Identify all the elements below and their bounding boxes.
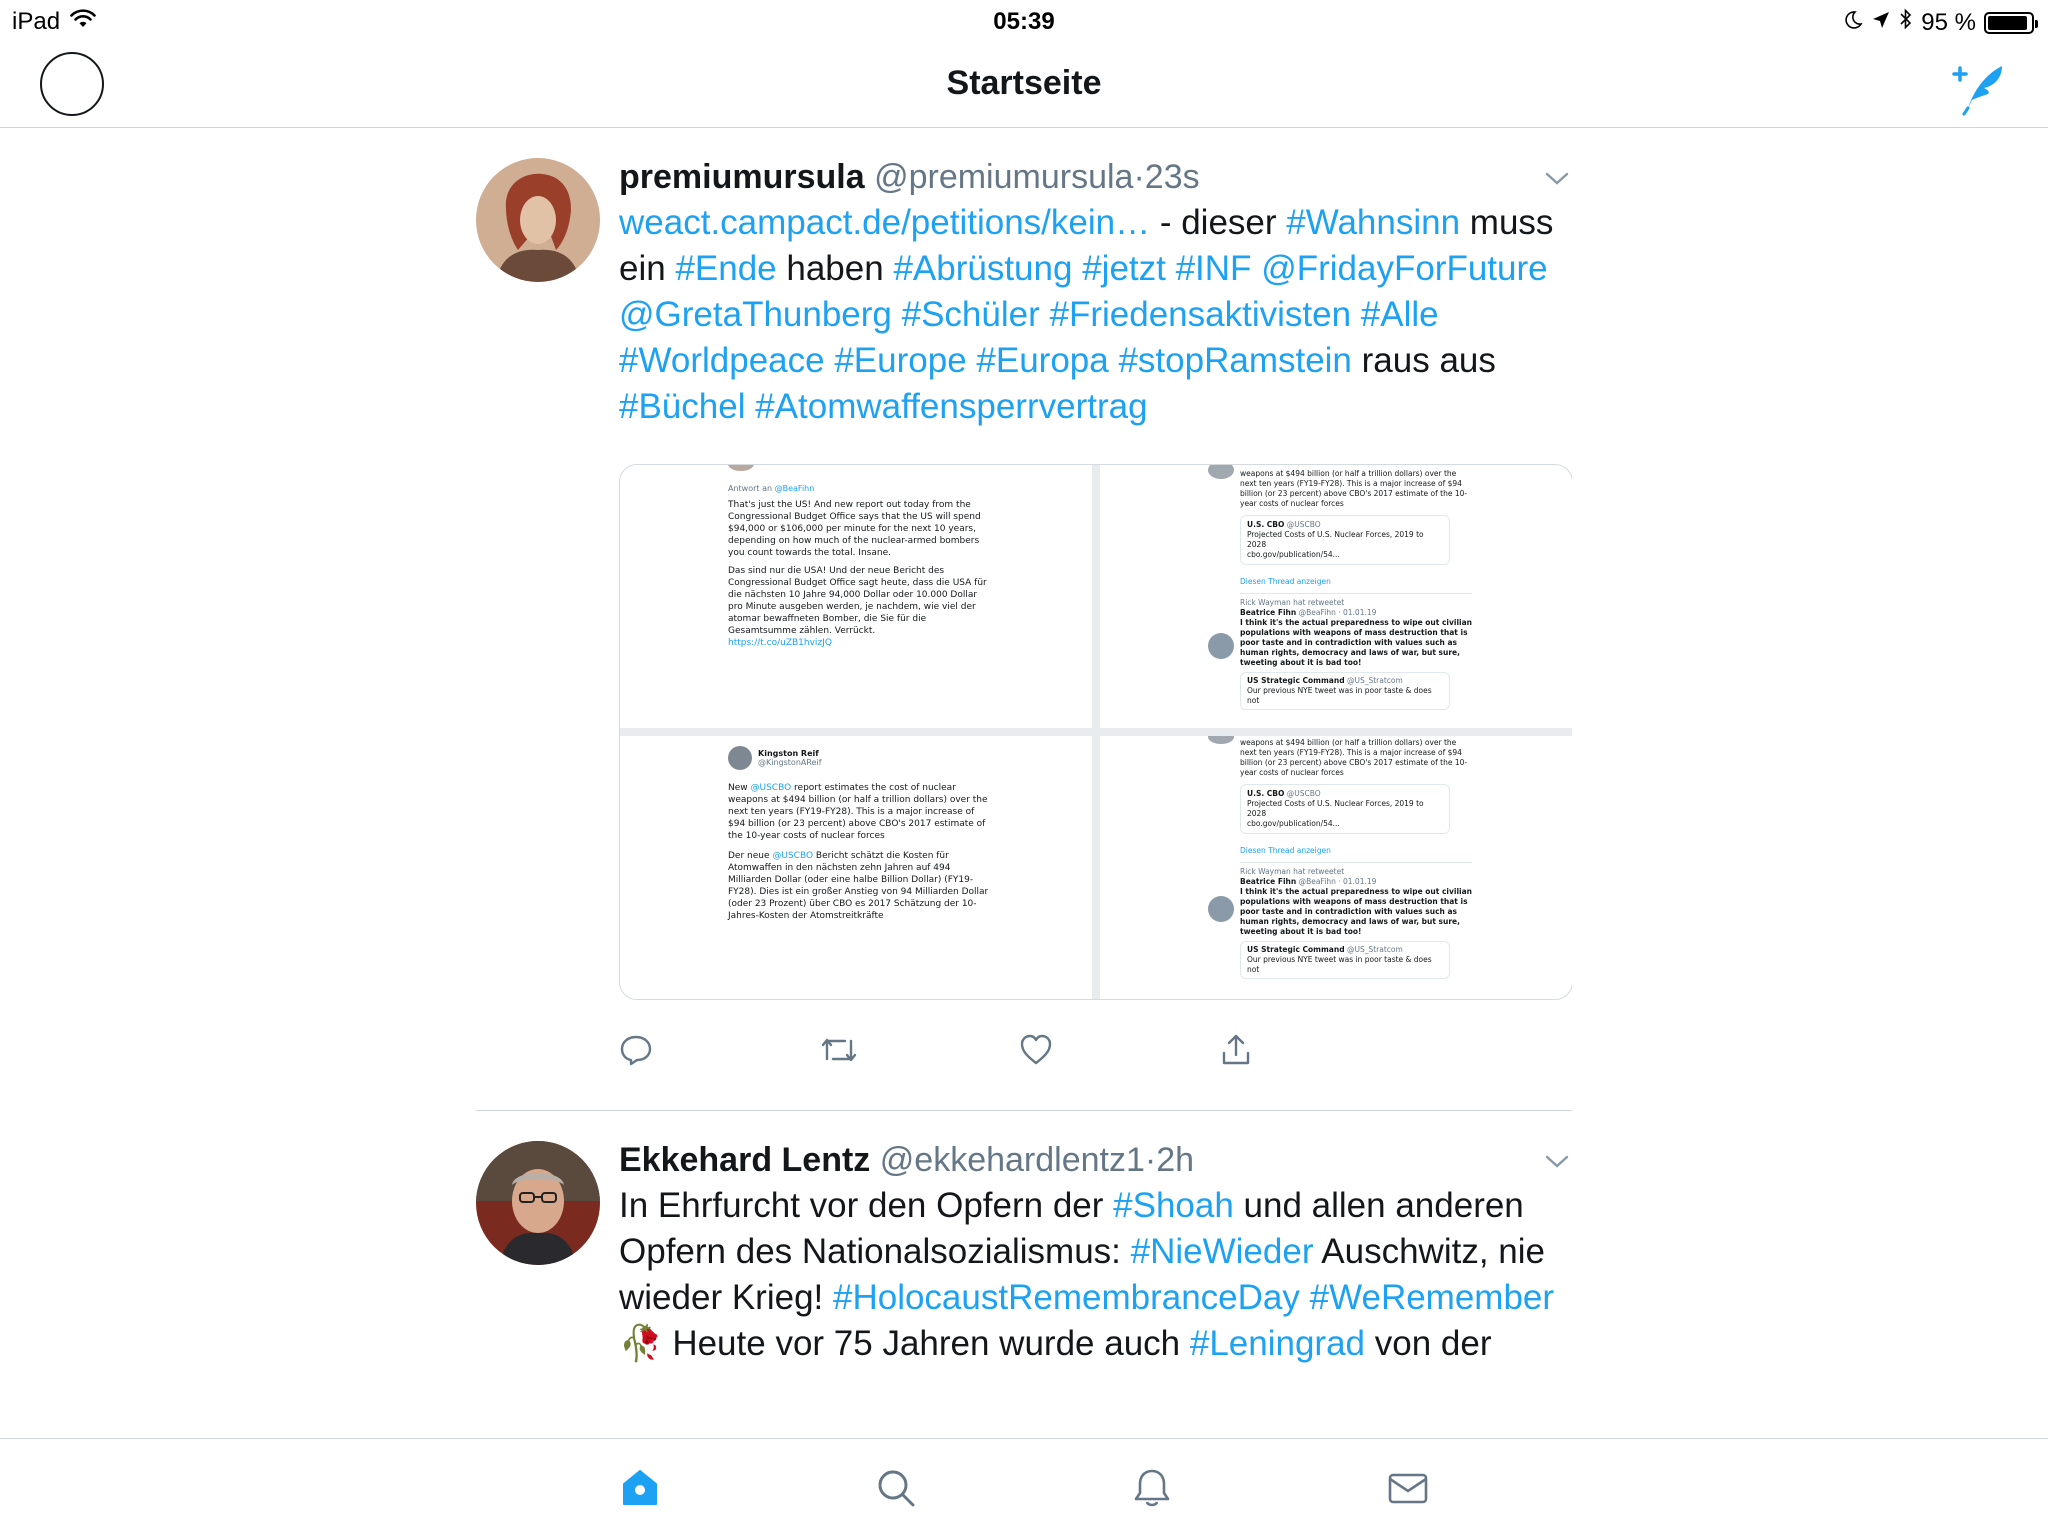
- tweet-actions: [619, 1018, 1571, 1082]
- media-reply-label: Antwort an @BeaFihn: [728, 484, 815, 493]
- tweet-text-segment: 🥀: [619, 1324, 663, 1363]
- heart-icon: [1019, 1033, 1053, 1067]
- tweet-text-segment: [1166, 249, 1176, 288]
- tweet-link[interactable]: @FridayForFuture: [1261, 249, 1548, 288]
- tweet-text-segment: von der: [1365, 1324, 1492, 1363]
- status-bar-right: [1843, 8, 2034, 37]
- avatar[interactable]: [476, 158, 600, 282]
- media-avatar: [1208, 465, 1234, 479]
- tweet-timestamp: 2h: [1156, 1141, 1195, 1179]
- tweet-link[interactable]: #Abrüstung: [893, 249, 1073, 288]
- media-text-de: Das sind nur die USA! Und der neue Bericht des Congressional Budget Office sagt heute, dass die USA für die nächsten 10 Jahre 94,000 Dollar oder 10.000 Dollar pro Minute ausgeben werden, je nachdem, wie viel der atomar bewaffneten Bomber, die Sie für die Gesamtsumme zählen. Verrückt.: [728, 566, 987, 636]
- chevron-down-icon[interactable]: [1543, 1147, 1571, 1175]
- media-avatar: [1208, 896, 1234, 922]
- media-link: https://t.co/uZB1hvizJQ: [728, 638, 832, 648]
- media-image-3[interactable]: [620, 736, 1092, 999]
- battery-percent: 95 %: [1921, 8, 1976, 36]
- media-text-en: New @USCBO report estimates the cost of nuclear weapons at $494 billion (or half a trillion dollars) over the next ten years (FY19-FY28). This is a major increase of $94 billion (or 23 percent) above CBO's 2017 estimate of the 10-year costs of nuclear forces: [728, 783, 988, 841]
- media-text-de: Der neue @USCBO Bericht schätzt die Kosten für Atomwaffen in den nächsten zehn Jahren auf 494 Milliarden Dollar (oder eine halbe Billion Dollar) (FY19-FY28). Dies ist ein großer Anstieg von 94 Milliarden Dollar (oder 23 Prozent) über CBO es 2017 Schätzung der 10-Jahres-Kosten der Atomstreitkräfte: [728, 851, 989, 921]
- compose-feather-icon: [1948, 56, 2008, 116]
- tweet-text-segment: [1040, 295, 1050, 334]
- tweet-text-segment: Heute vor 75 Jahren wurde auch: [662, 1324, 1190, 1363]
- tweet-author-handle[interactable]: @ekkehardlentz1: [879, 1141, 1145, 1179]
- tweet-author-name[interactable]: premiumursula: [619, 158, 865, 196]
- tweet-media-grid[interactable]: [619, 464, 1572, 1000]
- status-time: 05:39: [993, 8, 1055, 35]
- tweet-header: [619, 156, 1571, 198]
- tweet-link[interactable]: #NieWieder: [1130, 1232, 1314, 1271]
- tweet-link[interactable]: #Europa: [976, 341, 1109, 380]
- bluetooth-icon: [1899, 8, 1913, 37]
- tweet-body: [619, 156, 1571, 1082]
- tweet[interactable]: [476, 1110, 1572, 1367]
- tweet-text-segment: muss ein: [619, 203, 1554, 288]
- tweet-text-segment: Auschwitz, nie wieder Krieg!: [619, 1232, 1545, 1317]
- tweet-author-handle[interactable]: @premiumursula: [874, 158, 1134, 196]
- media-quote-card: US Strategic Command @US_Stratcom Our previous NYE tweet was in poor taste & does not: [1240, 941, 1450, 979]
- tweet-link[interactable]: weact.campact.de/petitions/kein…: [619, 203, 1151, 242]
- retweet-icon: [819, 1033, 859, 1067]
- tweet-text: [619, 1183, 1571, 1367]
- tweet-text-segment: [745, 387, 755, 426]
- tweet-link[interactable]: #Wahnsinn: [1286, 203, 1461, 242]
- device-label: iPad: [12, 8, 61, 35]
- tweet-link[interactable]: #Friedensaktivisten: [1049, 295, 1352, 334]
- tweet-text-segment: - dieser: [1150, 203, 1287, 242]
- tweet-text: [619, 200, 1571, 430]
- tweet-link[interactable]: #Schüler: [901, 295, 1040, 334]
- media-image-1[interactable]: [620, 465, 1092, 728]
- media-avatar: [728, 746, 752, 770]
- media-link-card: U.S. CBO @USCBO Projected Costs of U.S. Nuclear Forces, 2019 to 2028 cbo.gov/publication/54...: [1240, 515, 1450, 565]
- tweet-text-segment: [967, 341, 977, 380]
- tweet-text-segment: [1300, 1278, 1310, 1317]
- tweet-separator: ·: [1133, 158, 1145, 196]
- tab-search[interactable]: [768, 1439, 1024, 1537]
- tab-notifications[interactable]: [1024, 1439, 1280, 1537]
- media-avatar: [1208, 736, 1234, 744]
- like-button[interactable]: [1019, 1030, 1219, 1070]
- tweet-link[interactable]: #HolocaustRemembranceDay: [832, 1278, 1300, 1317]
- bell-icon: [1130, 1466, 1174, 1510]
- media-link-card: U.S. CBO @USCBO Projected Costs of U.S. Nuclear Forces, 2019 to 2028 cbo.gov/publication/54...: [1240, 784, 1450, 834]
- tweet-timestamp: 23s: [1144, 158, 1200, 196]
- tweet-link[interactable]: #Shoah: [1113, 1186, 1234, 1225]
- timeline-feed[interactable]: [476, 128, 1572, 1438]
- reply-icon: [619, 1033, 653, 1067]
- tweet-text-segment: [892, 295, 902, 334]
- compose-tweet-button[interactable]: [1948, 56, 2008, 116]
- tweet-text-segment: [1072, 249, 1082, 288]
- tweet-link[interactable]: #INF: [1175, 249, 1252, 288]
- share-icon: [1219, 1033, 1253, 1067]
- tab-bar: [0, 1438, 2048, 1536]
- media-avatar: [728, 465, 754, 471]
- media-retweet-label: Rick Wayman hat retweetet: [1240, 593, 1472, 608]
- retweet-button[interactable]: [819, 1030, 1019, 1070]
- tweet-link[interactable]: #Leningrad: [1189, 1324, 1366, 1363]
- tweet-link[interactable]: #Alle: [1360, 295, 1439, 334]
- reply-button[interactable]: [619, 1030, 819, 1070]
- tweet-link[interactable]: #WeRemember: [1309, 1278, 1555, 1317]
- avatar[interactable]: [476, 1141, 600, 1265]
- media-text-en: weapons at $494 billion (or half a trillion dollars) over the next ten years (FY19-FY28). This is a major increase of $94 billion (or 23 percent) above CBO's 2017 estimate of the 10-year costs of nuclear forces: [1240, 469, 1468, 508]
- tweet-text-segment: raus aus: [1351, 341, 1496, 380]
- media-quote-card: US Strategic Command @US_Stratcom Our previous NYE tweet was in poor taste & does not: [1240, 672, 1450, 710]
- chevron-down-icon[interactable]: [1543, 164, 1571, 192]
- location-arrow-icon: [1871, 9, 1891, 37]
- battery-icon: [1984, 12, 2034, 34]
- home-icon: [618, 1466, 662, 1510]
- tweet-text-segment: [1109, 341, 1119, 380]
- tab-home[interactable]: [512, 1439, 768, 1537]
- page-title: Startseite: [946, 64, 1102, 102]
- mail-icon: [1386, 1466, 1430, 1510]
- tweet-text-segment: In Ehrfurcht vor den Opfern der: [619, 1186, 1114, 1225]
- tweet-text-segment: [825, 341, 835, 380]
- media-text-2: I think it's the actual preparedness to wipe out civilian populations with weapons of mass destruction that is poor taste and in contradiction with values such as human rights, democracy and laws of war, but sure, tweeting about it is bad too!: [1240, 618, 1472, 667]
- tweet-author-name[interactable]: Ekkehard Lentz: [619, 1141, 871, 1179]
- tweet-separator: ·: [1144, 1141, 1157, 1179]
- tweet-link[interactable]: #Büchel: [619, 387, 746, 426]
- media-image-4[interactable]: weapons at $494 billion (or half a trillion dollars) over the next ten years (FY19-FY28). This is a major increase of $94 billion (or 23 percent) above CBO's 2017 estimate of the 10-year costs of nuclear forces U.S. CBO @USCBO Projected Costs of U.S. Nuclear Forces, 2019 to 2028 cbo.gov/publication/54... Diesen Thread anzeigen Rick Wayman hat retweetet Beatrice Fihn @BeaFihn · 01.01.19 I think it's the actual preparedness to wipe out civilian populations with weapons of mass destruction that is poor taste and in contradiction with values such as human rights, democracy and laws of war, but sure, tweeting about it is bad too! US Strategic Command @US_Stratcom Our previous NYE tweet was in poor taste & does not: [1100, 736, 1572, 999]
- media-retweet-label: Rick Wayman hat retweetet: [1240, 862, 1472, 877]
- media-text-en: That's just the US! And new report out today from the Congressional Budget Office says that the US will spend $94,000 or $106,000 per minute for the next 10 years, depending on how much of the nuclear-armed bombers you count towards the total. Insane.: [728, 500, 981, 558]
- tweet-text-segment: [1351, 295, 1361, 334]
- tweet-text-segment: haben: [776, 249, 894, 288]
- tweet-body: [619, 1139, 1571, 1367]
- share-button[interactable]: [1219, 1030, 1419, 1070]
- tweet-link[interactable]: #Ende: [675, 249, 777, 288]
- tweet-link[interactable]: #jetzt: [1082, 249, 1166, 288]
- tweet-link[interactable]: #Atomwaffensperrvertrag: [755, 387, 1148, 426]
- media-text-en: weapons at $494 billion (or half a trillion dollars) over the next ten years (FY19-FY28). This is a major increase of $94 billion (or 23 percent) above CBO's 2017 estimate of the 10-year costs of nuclear forces: [1240, 738, 1468, 777]
- media-image-2[interactable]: weapons at $494 billion (or half a trillion dollars) over the next ten years (FY19-FY28). This is a major increase of $94 billion (or 23 percent) above CBO's 2017 estimate of the 10-year costs of nuclear forces U.S. CBO @USCBO Projected Costs of U.S. Nuclear Forces, 2019 to 2028 cbo.gov/publication/54... Diesen Thread anzeigen Rick Wayman hat retweetet Beatrice Fihn @BeaFihn · 01.01.19 I think it's the actual preparedness to wipe out civilian populations with weapons of mass destruction that is poor taste and in contradiction with values such as human rights, democracy and laws of war, but sure, tweeting about it is bad too! US Strategic Command @US_Stratcom Our previous NYE tweet was in poor taste & does not: [1100, 465, 1572, 728]
- tweet[interactable]: [476, 128, 1572, 1110]
- tweet-link[interactable]: #Worldpeace: [619, 341, 825, 380]
- nav-bar: [0, 40, 2048, 128]
- tweet-link[interactable]: #Europe: [834, 341, 967, 380]
- tab-messages[interactable]: [1280, 1439, 1536, 1537]
- moon-icon: [1843, 9, 1863, 37]
- media-text-2: I think it's the actual preparedness to wipe out civilian populations with weapons of mass destruction that is poor taste and in contradiction with values such as human rights, democracy and laws of war, but sure, tweeting about it is bad too!: [1240, 887, 1472, 936]
- media-thread-link: Diesen Thread anzeigen: [1240, 846, 1331, 855]
- tweet-link[interactable]: @GretaThunberg: [619, 295, 892, 334]
- tweet-text-segment: und allen anderen Opfern des Nationalsozialismus:: [619, 1186, 1524, 1271]
- media-author: Kingston Reif @KingstonAReif: [728, 746, 992, 770]
- tweet-header: [619, 1139, 1571, 1181]
- tweet-text-segment: [1251, 249, 1261, 288]
- tweet-link[interactable]: #stopRamstein: [1118, 341, 1352, 380]
- search-icon: [874, 1466, 918, 1510]
- media-thread-link: Diesen Thread anzeigen: [1240, 577, 1331, 586]
- media-avatar: [1208, 633, 1234, 659]
- status-bar: [0, 0, 2048, 40]
